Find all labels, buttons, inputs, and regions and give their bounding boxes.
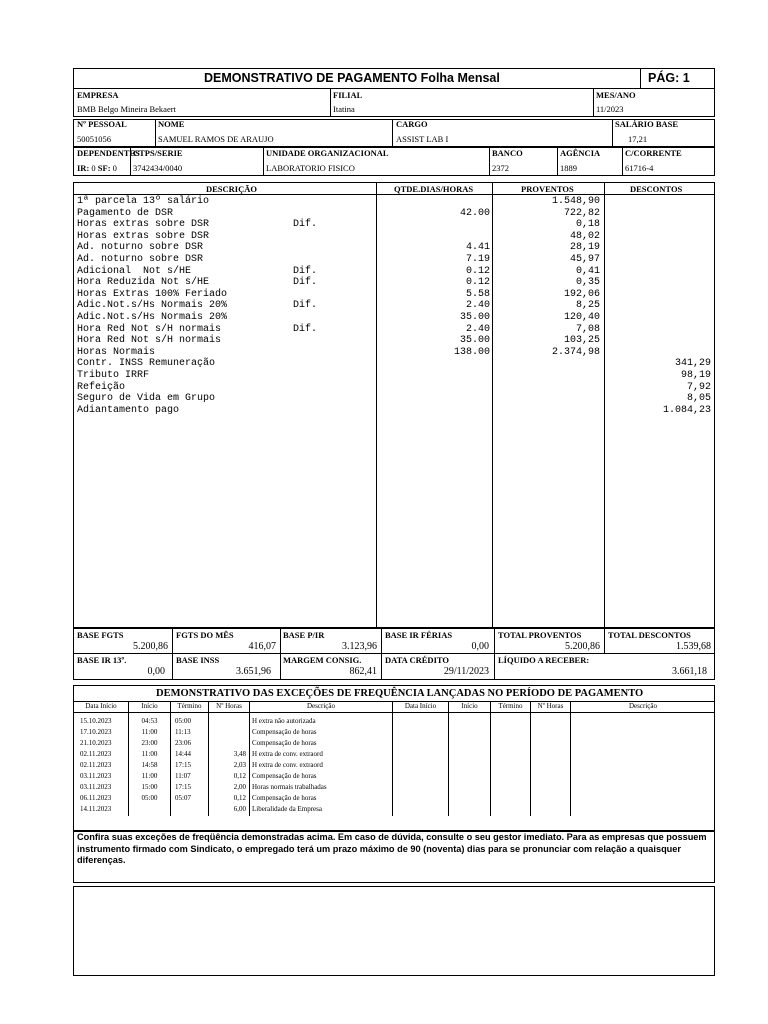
cargo-label: CARGO xyxy=(396,119,428,129)
divider xyxy=(172,628,173,680)
item-type: Dif. xyxy=(293,300,318,312)
item-desconto xyxy=(608,289,711,301)
item-quantity: 35.00 xyxy=(459,335,490,347)
divider xyxy=(622,147,623,176)
exc-date: 15.10.2023 xyxy=(80,717,112,725)
item-description: Hora Red Not s/H normais xyxy=(77,335,222,347)
divider xyxy=(249,701,250,816)
dependentes-label: DEPENDENTES xyxy=(77,148,140,158)
exc-header-descricao: Descrição xyxy=(307,702,335,710)
exc-start: 23:00 xyxy=(141,739,158,747)
item-desconto xyxy=(608,266,711,278)
item-desconto: 8,05 xyxy=(686,393,711,405)
dep-ir-value: 0 xyxy=(91,163,96,173)
exc-header-termino-2: Término xyxy=(498,702,523,710)
base-inss-value: 3.651,96 xyxy=(236,666,271,677)
item-description: Hora Reduzida Not s/HE xyxy=(77,277,210,289)
item-type: Dif. xyxy=(293,265,318,277)
page-number: PÁG: 1 xyxy=(648,71,690,85)
exc-end: 11:13 xyxy=(175,728,191,736)
item-type xyxy=(293,335,353,347)
fgts-mes-value: 416,07 xyxy=(248,641,276,652)
divider xyxy=(494,628,495,680)
item-quantity: 2.40 xyxy=(465,300,490,312)
item-desconto xyxy=(608,347,711,359)
exc-description: H extra de conv. extraord xyxy=(252,750,323,758)
exc-date: 21.10.2023 xyxy=(80,739,112,747)
item-provento: 1.548,90 xyxy=(551,196,600,207)
item-provento: 7,08 xyxy=(575,323,600,335)
divider xyxy=(73,194,715,195)
col-descricao-header: DESCRIÇÃO xyxy=(206,184,258,194)
item-desconto xyxy=(608,324,711,336)
item-desconto xyxy=(608,208,711,220)
divider xyxy=(557,147,558,176)
mesano-label: MES/ANO xyxy=(596,90,636,100)
item-description: Ad. noturno sobre DSR xyxy=(77,242,204,254)
item-desconto xyxy=(608,242,711,254)
exc-hours: 2,03 xyxy=(233,761,246,769)
item-quantity: 7.19 xyxy=(465,253,490,265)
data-credito-value: 29/11/2023 xyxy=(443,666,489,677)
item-quantity: 4.41 xyxy=(465,242,490,254)
item-provento: 103,25 xyxy=(563,335,600,347)
item-quantity xyxy=(380,393,490,405)
item-type xyxy=(293,312,353,324)
items-descontos-column xyxy=(608,196,711,416)
exc-header-data-2: Data Início xyxy=(404,702,437,710)
cargo-value: ASSIST LAB I xyxy=(396,134,449,144)
item-provento xyxy=(496,405,600,417)
exc-start: 15:00 xyxy=(141,783,158,791)
divider xyxy=(73,653,715,654)
liquido-label: LÍQUIDO A RECEBER: xyxy=(498,655,590,665)
items-qty-column xyxy=(380,196,490,416)
item-desconto xyxy=(608,196,711,208)
item-type xyxy=(293,289,353,301)
item-provento: 2.374,98 xyxy=(551,346,600,358)
item-type: Dif. xyxy=(293,277,318,289)
base-ir-ferias-value: 0,00 xyxy=(471,641,489,652)
item-type xyxy=(293,231,353,243)
divider xyxy=(530,701,531,816)
base-fgts-value: 5.200,86 xyxy=(133,641,168,652)
divider xyxy=(490,701,491,816)
page-title: DEMONSTRATIVO DE PAGAMENTO Folha Mensal xyxy=(204,71,500,85)
item-quantity xyxy=(380,358,490,370)
item-type xyxy=(293,254,353,266)
item-description: 1ª parcela 13º salário xyxy=(77,196,210,207)
divider xyxy=(263,147,264,176)
item-desconto xyxy=(608,312,711,324)
dep-ir-label: IR: xyxy=(77,163,90,173)
item-desconto xyxy=(608,219,711,231)
exc-description: Compensação de horas xyxy=(252,772,317,780)
item-description: Hora Red Not s/H normais xyxy=(77,323,222,335)
item-desconto: 1.084,23 xyxy=(662,404,711,416)
dependentes-value xyxy=(77,163,117,173)
margem-value: 862,41 xyxy=(349,666,377,677)
dep-sf-value: 0 xyxy=(112,163,117,173)
divider xyxy=(376,182,377,628)
exc-end: 17:15 xyxy=(175,761,191,769)
item-provento: 192,06 xyxy=(563,288,600,300)
item-type xyxy=(293,393,353,405)
item-desconto: 341,29 xyxy=(674,358,711,370)
item-quantity xyxy=(380,231,490,243)
exc-start: 11:00 xyxy=(141,728,158,736)
exc-header-horas: Nº Horas xyxy=(216,702,242,710)
margem-label: MARGEM CONSIG. xyxy=(283,655,362,665)
base-inss-label: BASE INSS xyxy=(176,655,220,665)
item-desconto xyxy=(608,335,711,347)
exc-start: 14:58 xyxy=(141,761,158,769)
total-proventos-label: TOTAL PROVENTOS xyxy=(498,630,582,640)
exc-description: Liberalidade da Empresa xyxy=(252,805,322,813)
item-provento: 0,41 xyxy=(575,265,600,277)
exc-description: Compensação de horas xyxy=(252,739,317,747)
divider xyxy=(640,68,641,89)
exc-header-inicio-2: Início xyxy=(461,702,478,710)
exc-date: 03.11.2023 xyxy=(80,783,112,791)
exc-header-descricao-2: Descrição xyxy=(629,702,657,710)
banco-value: 2372 xyxy=(492,163,509,173)
item-provento: 8,25 xyxy=(575,300,600,312)
divider xyxy=(392,119,393,147)
filial-value: Itatina xyxy=(333,104,355,114)
salario-label: SALÁRIO BASE xyxy=(615,119,679,129)
nome-value: SAMUEL RAMOS DE ARAUJO xyxy=(158,134,274,144)
item-description: Seguro de Vida em Grupo xyxy=(77,393,216,405)
unidade-label: UNIDADE ORGANIZACIONAL xyxy=(266,148,389,158)
total-descontos-value: 1.539,68 xyxy=(676,641,711,652)
item-type xyxy=(293,405,353,417)
item-description: Horas Extras 100% Feriado xyxy=(77,288,228,300)
excecoes-title: DEMONSTRATIVO DAS EXCEÇÕES DE FREQUÊNCIA LANÇADAS NO PERÍODO DE PAGAMENTO xyxy=(156,688,644,699)
item-desconto xyxy=(608,300,711,312)
conta-label: C/CORRENTE xyxy=(625,148,682,158)
exc-start: 05:00 xyxy=(141,794,158,802)
exc-date: 14.11.2023 xyxy=(80,805,112,813)
agencia-label: AGÊNCIA xyxy=(560,148,601,158)
item-description: Contr. INSS Remuneração xyxy=(77,358,216,370)
empresa-value: BMB Belgo Mineira Bekaert xyxy=(77,104,176,114)
divider xyxy=(492,182,493,628)
total-proventos-value: 5.200,86 xyxy=(565,641,600,652)
item-provento: 45,97 xyxy=(569,253,600,265)
base-ir-ferias-label: BASE IR FÉRIAS xyxy=(385,630,453,640)
item-quantity xyxy=(380,382,490,394)
item-provento xyxy=(496,393,600,405)
divider xyxy=(570,701,571,816)
footer-note: Confira suas exceções de freqüência demonstradas acima. Em caso de dúvida, consulte o seu gestor imediato. Para as empresas que possuem instrumento firmado com Sindicato, o empregado terá um prazo máximo de 90 (noventa) dias para se pronunciar com relação a quaisquer diferenças. xyxy=(77,832,707,865)
item-description: Horas extras sobre DSR xyxy=(77,230,210,242)
item-description: Adicional Not s/HE xyxy=(77,265,192,277)
item-type: Dif. xyxy=(293,323,318,335)
item-description: Tributo IRRF xyxy=(77,369,150,381)
item-quantity: 5.58 xyxy=(465,288,490,300)
item-quantity: 0.12 xyxy=(465,265,490,277)
divider xyxy=(489,147,490,176)
item-provento: 120,40 xyxy=(563,311,600,323)
unidade-value: LABORATORIO FISICO xyxy=(266,163,355,173)
ctps-label: CTPS/SERIE xyxy=(133,148,183,158)
item-type xyxy=(293,242,353,254)
base-ir13-label: BASE IR 13º. xyxy=(77,655,127,665)
item-description: Pagamento de DSR xyxy=(77,207,174,219)
col-descontos-header: DESCONTOS xyxy=(630,184,683,194)
banco-label: BANCO xyxy=(492,148,523,158)
exc-hours: 2,00 xyxy=(233,783,246,791)
item-quantity: 42.00 xyxy=(459,207,490,219)
exc-description: H extra não autorizada xyxy=(252,717,316,725)
exc-start: 04:53 xyxy=(141,717,158,725)
exc-hours: 6,00 xyxy=(233,805,246,813)
total-descontos-label: TOTAL DESCONTOS xyxy=(608,630,691,640)
divider xyxy=(280,628,281,680)
divider xyxy=(381,628,382,680)
nome-label: NOME xyxy=(158,119,185,129)
item-desconto xyxy=(608,277,711,289)
divider xyxy=(170,701,171,816)
exc-date: 02.11.2023 xyxy=(80,761,112,769)
exc-start: 11:00 xyxy=(141,772,158,780)
exc-header-horas-2: Nº Horas xyxy=(537,702,564,710)
exc-header-data: Data Início xyxy=(85,702,117,710)
base-ir13-value: 0,00 xyxy=(147,666,165,677)
divider xyxy=(448,701,449,816)
item-type xyxy=(293,347,353,359)
item-provento xyxy=(496,382,600,394)
exc-date: 02.11.2023 xyxy=(80,750,112,758)
exc-header-termino: Término xyxy=(177,702,202,710)
item-description: Adiantamento pago xyxy=(77,404,180,416)
items-description-column xyxy=(77,196,297,416)
col-proventos-header: PROVENTOS xyxy=(521,184,574,194)
ctps-value: 3742434/0040 xyxy=(133,163,183,173)
item-quantity xyxy=(380,405,490,417)
item-description: Horas extras sobre DSR xyxy=(77,219,210,231)
divider xyxy=(612,119,613,147)
item-provento: 28,19 xyxy=(569,242,600,254)
item-quantity xyxy=(380,196,490,208)
base-pir-label: BASE P/IR xyxy=(283,630,325,640)
divider xyxy=(330,88,331,117)
exc-date: 03.11.2023 xyxy=(80,772,112,780)
exc-description: Compensação de horas xyxy=(252,794,317,802)
item-description: Horas Normais xyxy=(77,346,156,358)
item-type xyxy=(293,358,353,370)
exc-description: Compensação de horas xyxy=(252,728,317,736)
npessoal-value: 50051056 xyxy=(77,134,111,144)
items-type-column xyxy=(293,196,353,416)
liquido-value: 3.661,18 xyxy=(672,666,707,677)
npessoal-label: Nº PESSOAL xyxy=(77,119,127,129)
exc-end: 11:07 xyxy=(175,772,191,780)
blank-box xyxy=(73,886,715,976)
item-quantity xyxy=(380,370,490,382)
filial-label: FILIAL xyxy=(333,90,363,100)
item-type xyxy=(293,196,353,208)
item-description: Ad. noturno sobre DSR xyxy=(77,253,204,265)
item-provento xyxy=(496,370,600,382)
agencia-value: 1889 xyxy=(560,163,577,173)
item-desconto xyxy=(608,231,711,243)
exc-hours: 3,48 xyxy=(233,750,246,758)
item-quantity: 138.00 xyxy=(453,346,490,358)
conta-value: 61716-4 xyxy=(625,163,654,173)
item-desconto: 98,19 xyxy=(680,369,711,381)
exc-end: 17:15 xyxy=(175,783,191,791)
exc-date: 17.10.2023 xyxy=(80,728,112,736)
exc-hours: 0,12 xyxy=(233,772,246,780)
mesano-value: 11/2023 xyxy=(596,104,624,114)
item-quantity xyxy=(380,219,490,231)
divider xyxy=(593,88,594,117)
item-quantity: 0.12 xyxy=(465,277,490,289)
item-type xyxy=(293,382,353,394)
exc-description: Horas normais trabalhadas xyxy=(252,783,327,791)
item-type xyxy=(293,370,353,382)
divider xyxy=(155,119,156,147)
data-credito-label: DATA CRÉDITO xyxy=(385,655,449,665)
base-pir-value: 3.123,96 xyxy=(342,641,377,652)
exc-header-inicio: Início xyxy=(141,702,158,710)
items-proventos-column xyxy=(496,196,600,416)
divider xyxy=(604,628,605,654)
exc-hours: 0,12 xyxy=(233,794,246,802)
exc-date: 06.11.2023 xyxy=(80,794,112,802)
fgts-mes-label: FGTS DO MÊS xyxy=(176,630,234,640)
item-provento: 722,82 xyxy=(563,207,600,219)
item-desconto xyxy=(608,254,711,266)
divider xyxy=(604,182,605,628)
item-type xyxy=(293,208,353,220)
salario-value: 17,21 xyxy=(628,134,648,144)
item-description: Adic.Not.s/Hs Normais 20% xyxy=(77,311,228,323)
divider xyxy=(392,701,393,816)
item-provento: 0,18 xyxy=(575,219,600,231)
exc-end: 05:00 xyxy=(175,717,191,725)
col-qtde-header: QTDE.DIAS/HORAS xyxy=(394,184,474,194)
item-description: Adic.Not.s/Hs Normais 20% xyxy=(77,300,228,312)
item-description: Refeição xyxy=(77,381,126,393)
item-type: Dif. xyxy=(293,219,318,231)
item-desconto: 7,92 xyxy=(686,381,711,393)
exc-start: 11:00 xyxy=(141,750,158,758)
exc-end: 14:44 xyxy=(175,750,191,758)
base-fgts-label: BASE FGTS xyxy=(77,630,124,640)
empresa-label: EMPRESA xyxy=(77,90,119,100)
item-quantity: 35.00 xyxy=(459,311,490,323)
exc-end: 23:06 xyxy=(175,739,191,747)
exc-end: 05:07 xyxy=(175,794,191,802)
exc-description: H extra de conv. extraord xyxy=(252,761,323,769)
dep-sf-label: SF: xyxy=(97,163,111,173)
item-provento: 0,35 xyxy=(575,277,600,289)
item-quantity: 2.40 xyxy=(465,323,490,335)
item-provento: 48,02 xyxy=(569,230,600,242)
item-provento xyxy=(496,358,600,370)
